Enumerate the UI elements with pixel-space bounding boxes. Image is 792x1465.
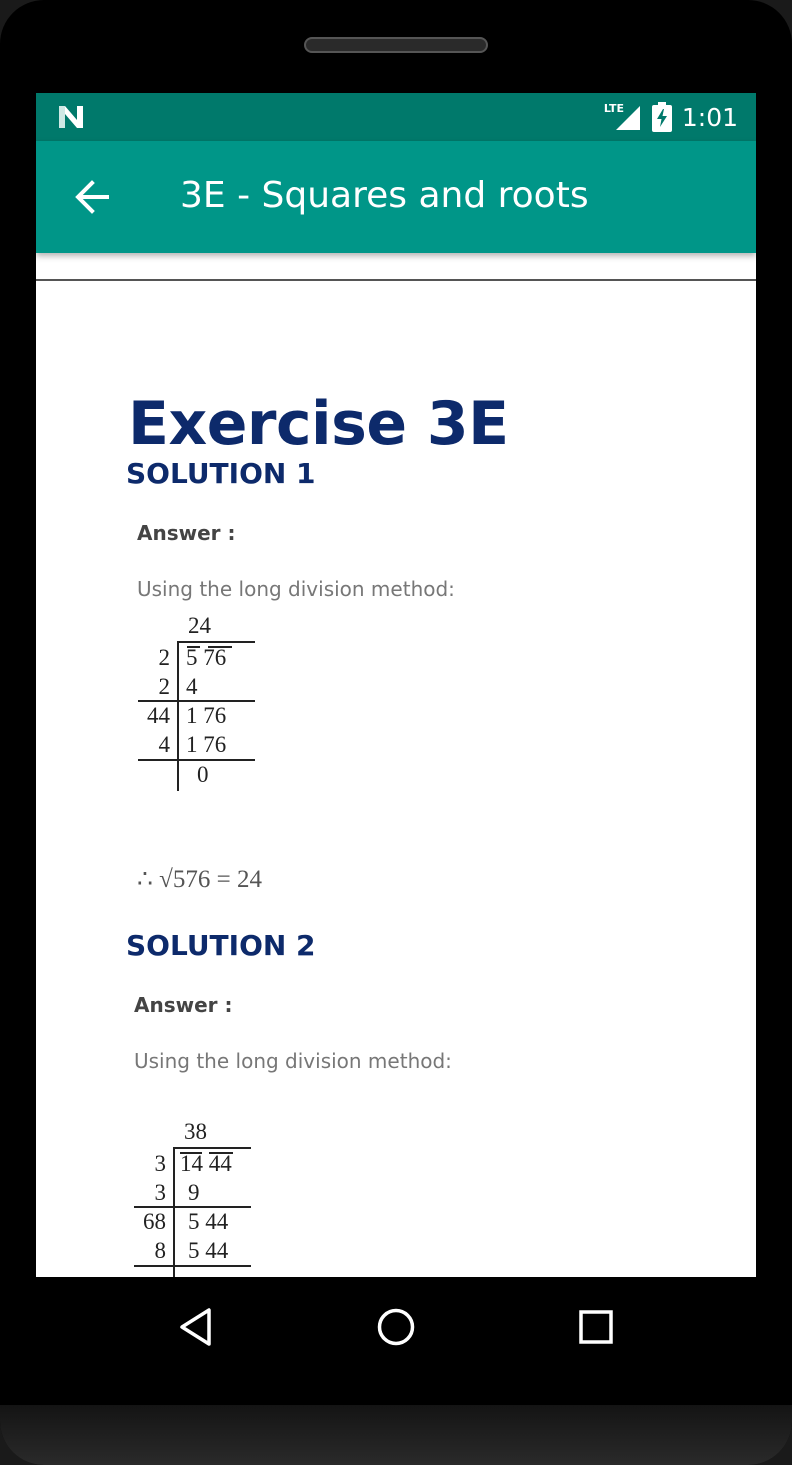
device-bottom-bezel <box>0 1405 792 1465</box>
network-type: LTE <box>603 102 625 115</box>
solution-1-long-division <box>136 611 266 801</box>
solution-2-answer-label: Answer : <box>134 993 233 1017</box>
battery-charging-icon <box>652 102 672 132</box>
remainder: 1 76 <box>186 703 227 728</box>
screen <box>36 93 756 1277</box>
speaker-grille <box>304 37 488 53</box>
nav-recents-button[interactable] <box>556 1297 636 1357</box>
solution-1-title: SOLUTION 1 <box>126 457 316 490</box>
partial: 1 76 <box>186 732 227 757</box>
partial: 4 <box>186 674 198 699</box>
divisor: 68 <box>143 1209 166 1234</box>
arrow-back-icon <box>74 179 110 215</box>
notification-n-icon <box>56 103 86 131</box>
final-remainder: 0 <box>197 762 209 787</box>
back-triangle-icon <box>178 1307 214 1347</box>
home-circle-icon <box>376 1307 416 1347</box>
dividend: 5 76 <box>186 645 227 670</box>
divisor: 8 <box>154 1238 166 1263</box>
solution-2-long-division <box>132 1117 262 1277</box>
partial: 9 <box>188 1180 200 1205</box>
divisor: 4 <box>158 732 170 757</box>
solution-2-method: Using the long division method: <box>134 1049 452 1073</box>
navigation-bar <box>0 1277 792 1407</box>
divisor: 44 <box>147 703 170 728</box>
divider <box>36 279 756 281</box>
solution-1-answer-label: Answer : <box>137 521 236 545</box>
recents-square-icon <box>578 1309 614 1345</box>
exercise-heading: Exercise 3E <box>128 389 509 459</box>
solution-1-method: Using the long division method: <box>137 577 455 601</box>
signal-icon <box>604 102 642 132</box>
quotient: 24 <box>188 613 211 638</box>
partial: 5 44 <box>188 1238 229 1263</box>
divisor: 3 <box>154 1180 166 1205</box>
dividend: 14 44 <box>180 1151 232 1176</box>
remainder: 5 44 <box>188 1209 229 1234</box>
divisor: 2 <box>158 674 170 699</box>
app-bar <box>36 141 756 253</box>
status-icons <box>604 93 738 141</box>
nav-home-button[interactable] <box>356 1297 436 1357</box>
divisor: 3 <box>154 1151 166 1176</box>
back-button[interactable] <box>64 169 120 225</box>
nav-back-button[interactable] <box>156 1297 236 1357</box>
quotient: 38 <box>184 1119 207 1144</box>
app-title: 3E - Squares and roots <box>180 175 589 216</box>
divisor: 2 <box>158 645 170 670</box>
status-bar <box>36 93 756 141</box>
solution-2-title: SOLUTION 2 <box>126 929 316 962</box>
status-time: 1:01 <box>681 102 738 132</box>
solution-1-result: ∴ √576 = 24 <box>137 866 262 893</box>
